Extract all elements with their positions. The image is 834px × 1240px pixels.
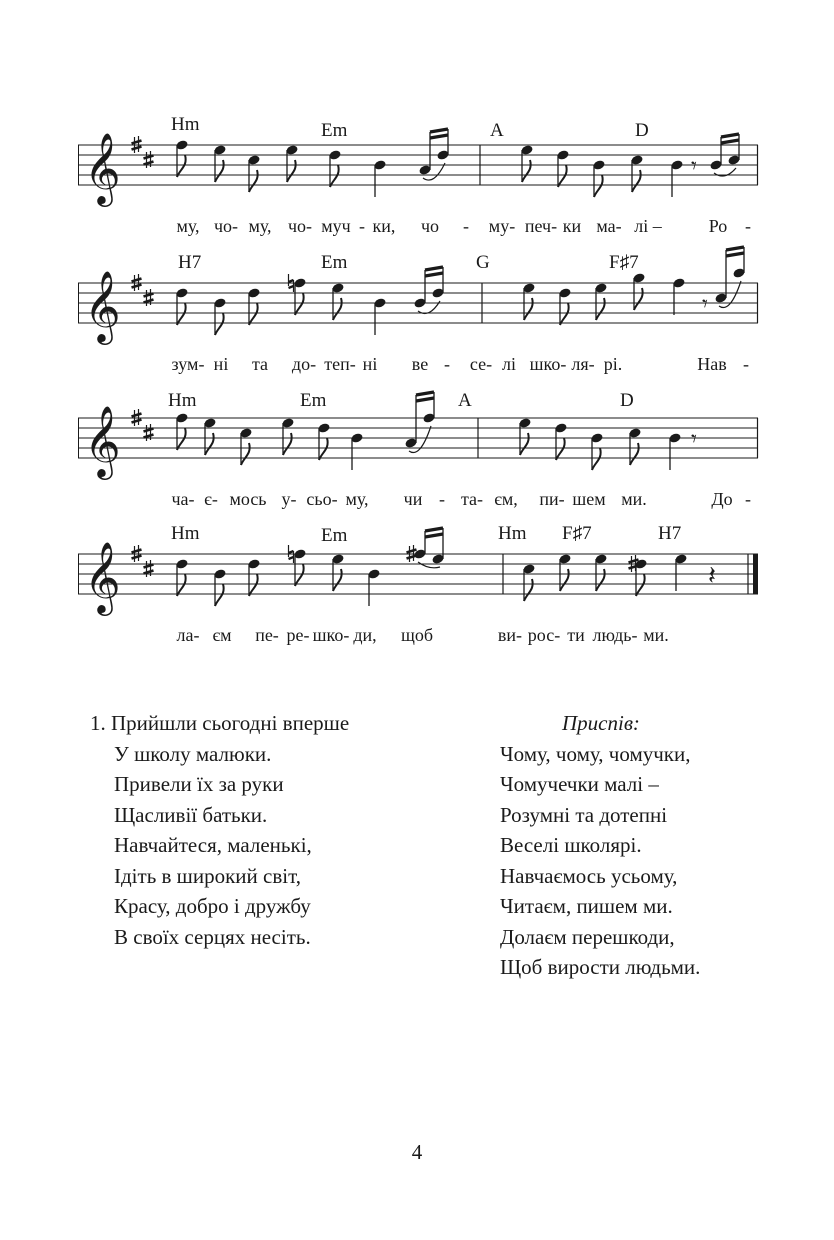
lyric-syllable: печ- [524,216,558,236]
lyric-syllable: є- [204,489,218,509]
verse-1 [90,708,349,952]
lyric-syllable: у- [281,489,297,509]
chord-symbol: Hm [498,523,527,544]
note-head [522,282,535,320]
note-head [247,287,260,325]
treble-clef-icon: 𝄞 [84,540,121,613]
note-head [213,297,226,335]
chord-symbol: F♯7 [609,252,639,273]
sixteenth-note-pair [714,247,745,308]
note-head [203,417,216,455]
chord-symbol: Em [321,525,348,546]
chord-symbol: A [490,120,504,141]
lyric-syllable: ля- [571,354,595,374]
chord-symbol: G [476,252,490,273]
lyric-syllable: лі [502,354,516,374]
lyric-syllable: рос- [527,625,561,645]
note-head [281,417,294,455]
chord-symbol: D [620,390,634,411]
lyric-syllable: ве [411,354,429,374]
note-head [331,553,344,591]
lyric-syllable: теп- [324,354,356,374]
lyric-syllable: му, [176,216,200,236]
note-head [239,427,252,465]
lyric-syllable: зум- [171,354,205,374]
lyric-syllable: шем [572,489,606,509]
note-head [554,422,567,460]
chorus-line: Веселі школярі. [500,833,642,857]
chorus [500,708,700,983]
note-head [317,422,330,460]
lyric-syllable: до- [291,354,317,374]
music-staff [78,388,758,478]
note-head [247,154,260,192]
lyric-syllable: - [745,489,751,509]
note-head [373,159,386,197]
chord-symbol: D [635,120,649,141]
chord-symbol: Hm [168,390,197,411]
note-head [632,272,645,310]
lyric-syllable: шко- [312,625,350,645]
chord-symbol: Em [321,120,348,141]
note-head [594,282,607,320]
music-staff [78,253,758,343]
verse-line: Привели їх за руки [114,772,284,796]
note-head [247,558,260,596]
note-head [175,139,188,177]
verse-line: У школу малюки. [114,741,272,766]
lyric-syllable: До [711,489,733,509]
verse-line: Красу, добро і дружбу [114,894,311,918]
chord-symbol: A [458,390,472,411]
lyric-syllable: ки [562,216,582,236]
note-head [175,558,188,596]
note-head [556,149,569,187]
note-head [285,144,298,182]
treble-clef-icon: 𝄞 [84,131,121,204]
lyric-syllable: му, [345,489,369,509]
chord-symbol: Em [321,252,348,273]
chorus-line: Розумні та дотепні [500,802,668,827]
note-head [520,144,533,182]
music-system-4 [78,524,758,674]
lyric-syllable: та [251,354,269,374]
lyric-syllable: чо- [213,216,239,236]
note-head [518,417,531,455]
page-number: 4 [411,1140,423,1164]
sixteenth-note-pair [413,528,444,568]
eighth-rest-icon: 𝄾 [691,154,697,179]
chorus-line: Чому, чому, чомучки, [500,741,691,766]
lyric-syllable: ми. [621,489,647,509]
sixteenth-note-pair [404,392,435,453]
chorus-line: Долаєм перешкоди, [500,924,675,949]
lyric-syllable: щоб [400,625,434,645]
lyric-syllable: ре- [286,625,310,645]
quarter-rest-icon: 𝄽 [708,561,716,591]
note-head [367,568,380,606]
lyric-syllable: ні [362,354,378,374]
lyric-syllable: - [743,354,749,374]
lyric-syllable: шко- [529,354,567,374]
note-head [558,287,571,325]
lyric-syllable: ки, [372,216,396,236]
note-head [293,548,306,586]
note-head [213,144,226,182]
lyric-syllable: сьо- [306,489,338,509]
treble-clef-icon: 𝄞 [84,404,121,477]
lyric-syllable: му- [488,216,516,236]
chorus-line: Щоб вирости людьми. [500,955,701,979]
verse-line: В своїх серцях несіть. [114,924,311,949]
note-head [293,277,306,315]
lyric-syllable: людь- [592,625,638,645]
lyric-syllable: му, [248,216,272,236]
lyric-syllable: ми. [643,625,669,645]
lyric-syllable: ди, [353,625,377,645]
lyric-syllable: пе- [255,625,279,645]
music-system-1 [78,115,758,265]
note-head [350,432,363,470]
lyric-syllable: Нав [697,354,727,374]
lyric-syllable: - [439,489,445,509]
note-head [634,558,647,596]
chord-symbol: Em [300,390,327,411]
lyric-syllable: ла- [176,625,200,645]
note-head [628,427,641,465]
lyric-syllable: се- [469,354,493,374]
note-head [175,412,188,450]
note-head [522,563,535,601]
verse-line: Ідіть в широкий світ, [114,863,301,888]
note-head [213,568,226,606]
lyric-syllable: чо [420,216,440,236]
lyric-syllable: ча- [171,489,195,509]
final-barline [753,554,758,594]
chord-symbol: F♯7 [562,523,592,544]
note-head [175,287,188,325]
note-head [670,159,683,197]
music-staff [78,115,758,205]
note-head [328,149,341,187]
note-head [674,553,687,591]
music-system-3 [78,388,758,538]
lyric-syllable: чо- [287,216,313,236]
note-head [590,432,603,470]
lyric-syllable: ти [567,625,585,645]
note-head [630,154,643,192]
lyric-syllable: рі. [603,354,623,374]
lyric-syllable: пи- [539,489,565,509]
chord-symbol: Hm [171,523,200,544]
lyric-syllable: єм [212,625,232,645]
lyric-syllable: - [463,216,469,236]
note-head [592,159,605,197]
note-head [373,297,386,335]
note-head [331,282,344,320]
chord-symbol: H7 [178,252,202,273]
verse-line: 1. Прийшли сьогодні вперше [90,711,350,735]
note-head [594,553,607,591]
lyric-syllable: ма- [596,216,622,236]
lyric-syllable: муч [321,216,351,236]
lyric-syllable: ви- [497,625,523,645]
lyric-syllable: чи [403,489,423,509]
lyric-syllable: єм, [494,489,518,509]
chorus-line: Читаєм, пишем ми. [500,894,673,918]
treble-clef-icon: 𝄞 [84,269,121,342]
lyric-syllable: Ро [708,216,728,236]
note-head [672,277,685,315]
eighth-rest-icon: 𝄾 [691,427,697,452]
chord-symbol: H7 [658,523,682,544]
chorus-line: Чомучечки малі – [500,772,659,796]
lyric-syllable: мось [229,489,267,509]
lyric-syllable: - [444,354,450,374]
lyric-syllable: ні [213,354,229,374]
chorus-line: Навчаємось усьому, [500,863,678,888]
verse-line: Навчайтеся, маленькі, [114,833,312,857]
note-head [558,553,571,591]
lyric-syllable: - [745,216,751,236]
note-head [668,432,681,470]
sixteenth-note-pair [413,267,444,313]
verse-line: Щасливії батьки. [114,802,268,827]
lyric-syllable: лі – [634,216,662,236]
music-staff [78,524,758,614]
eighth-rest-icon: 𝄾 [702,292,708,317]
chorus-title: Приспів: [562,711,640,735]
lyric-syllable: та- [460,489,484,509]
chord-symbol: Hm [171,114,200,135]
lyric-syllable: - [359,216,365,236]
music-system-2 [78,253,758,403]
